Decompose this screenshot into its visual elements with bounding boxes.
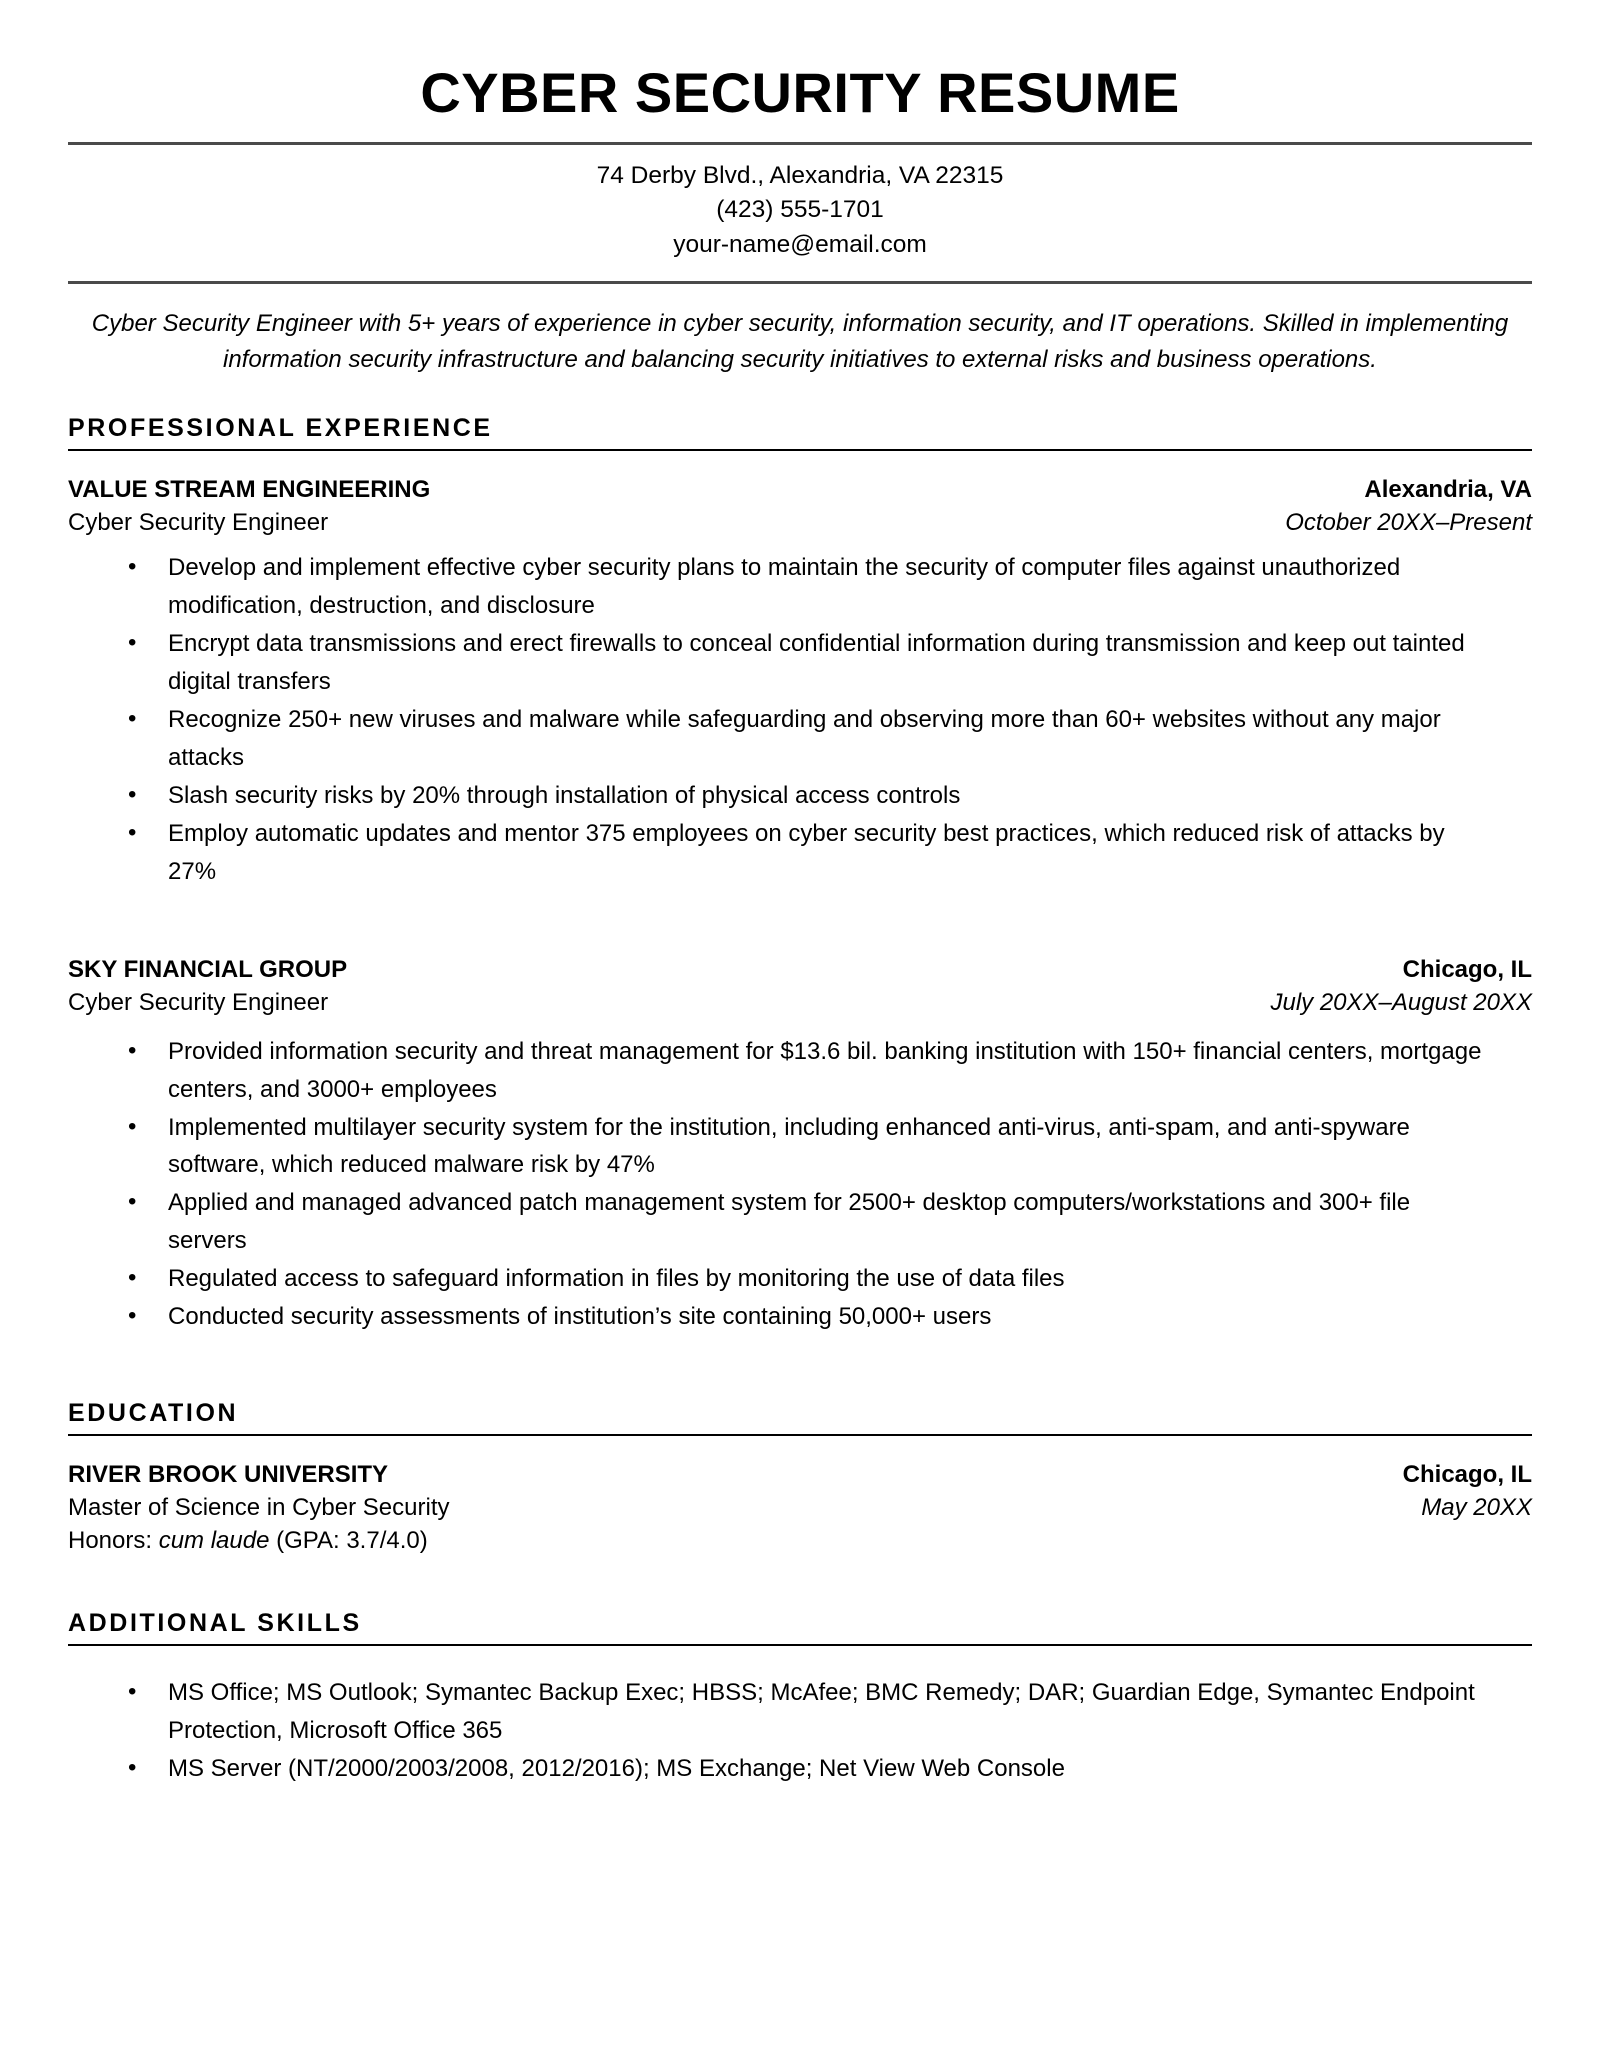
list-item: • Slash security risks by 20% through installation of physical access controls	[68, 777, 1532, 815]
school-location: Chicago, IL	[1402, 1461, 1532, 1489]
experience-bullet-list	[68, 549, 1532, 890]
spacer	[68, 891, 1532, 931]
experience-entry	[68, 953, 1532, 1336]
employer-location: Chicago, IL	[1402, 955, 1532, 983]
experience-entry-subheader	[68, 506, 1532, 539]
professional-summary: Cyber Security Engineer with 5+ years of experience in cyber security, information security, and IT operations. Skilled in implementing information security infrastructure and balancing security initiatives to external risks and business operations.	[91, 309, 1509, 374]
skills-bullet-list	[68, 1674, 1532, 1788]
section-rule-skills	[68, 1644, 1532, 1646]
list-item: • Implemented multilayer security system for the institution, including enhanced anti-virus, anti-spam, and anti-spyware software, which reduced malware risk by 47%	[68, 1109, 1532, 1185]
list-item: • MS Office; MS Outlook; Symantec Backup Exec; HBSS; McAfee; BMC Remedy; DAR; Guardian Edge, Symantec Endpoint Protection, Microsoft Office 365	[68, 1674, 1532, 1750]
school-name: RIVER BROOK UNIVERSITY	[68, 1461, 389, 1489]
section-rule-education	[68, 1434, 1532, 1436]
section-title-skills: ADDITIONAL SKILLS	[68, 1608, 362, 1637]
list-item: • MS Server (NT/2000/2003/2008, 2012/2016); MS Exchange; Net View Web Console	[68, 1750, 1532, 1788]
list-item: • Develop and implement effective cyber security plans to maintain the security of computer files against unauthorized modification, destruction, and disclosure	[68, 549, 1532, 625]
graduation-date: May 20XX	[1421, 1494, 1532, 1522]
experience-entry-subheader	[68, 986, 1532, 1019]
section-title-education: EDUCATION	[68, 1398, 239, 1427]
list-item: • Recognize 250+ new viruses and malware while safeguarding and observing more than 60+ websites without any major attacks	[68, 701, 1532, 777]
employment-dates: October 20XX–Present	[1285, 509, 1532, 537]
list-item: • Provided information security and threat management for $13.6 bil. banking institution with 150+ financial centers, mortgage centers, and 3000+ employees	[68, 1033, 1532, 1109]
education-entry	[68, 1458, 1532, 1557]
contact-block	[68, 145, 1532, 269]
contact-address: 74 Derby Blvd., Alexandria, VA 22315	[596, 161, 1004, 189]
degree-name: Master of Science in Cyber Security	[68, 1494, 450, 1522]
list-item: • Regulated access to safeguard information in files by monitoring the use of data files	[68, 1260, 1532, 1298]
section-title-experience: PROFESSIONAL EXPERIENCE	[68, 413, 493, 442]
education-entry-header	[68, 1458, 1532, 1491]
list-item: • Conducted security assessments of institution’s site containing 50,000+ users	[68, 1298, 1532, 1336]
job-title: Cyber Security Engineer	[68, 988, 329, 1016]
experience-entry-header	[68, 473, 1532, 506]
section-additional-skills	[68, 1608, 1532, 1788]
employer-name: VALUE STREAM ENGINEERING	[68, 476, 431, 504]
list-item: • Applied and managed advanced patch management system for 2500+ desktop computers/workstations and 300+ file servers	[68, 1184, 1532, 1260]
page-title: CYBER SECURITY RESUME	[420, 61, 1180, 124]
section-education	[68, 1398, 1532, 1558]
employer-location: Alexandria, VA	[1364, 476, 1532, 504]
experience-entry-header	[68, 953, 1532, 986]
list-item: • Employ automatic updates and mentor 375 employees on cyber security best practices, which reduced risk of attacks by 27%	[68, 815, 1532, 891]
honors-gpa: (GPA: 3.7/4.0)	[269, 1527, 428, 1555]
employment-dates: July 20XX–August 20XX	[1270, 988, 1532, 1016]
experience-bullet-list	[68, 1033, 1532, 1336]
honors-distinction: cum laude	[158, 1527, 270, 1555]
honors-line	[68, 1524, 1532, 1557]
honors-prefix: Honors:	[68, 1527, 159, 1555]
contact-phone: (423) 555-1701	[716, 196, 884, 224]
section-professional-experience	[68, 413, 1532, 1336]
job-title: Cyber Security Engineer	[68, 509, 329, 537]
employer-name: SKY FINANCIAL GROUP	[68, 955, 348, 983]
contact-email: your-name@email.com	[673, 231, 927, 259]
education-entry-subheader	[68, 1491, 1532, 1524]
list-item: • Encrypt data transmissions and erect firewalls to conceal confidential information during transmission and keep out tainted digital transfers	[68, 625, 1532, 701]
section-rule-experience	[68, 449, 1532, 451]
experience-entry	[68, 473, 1532, 890]
